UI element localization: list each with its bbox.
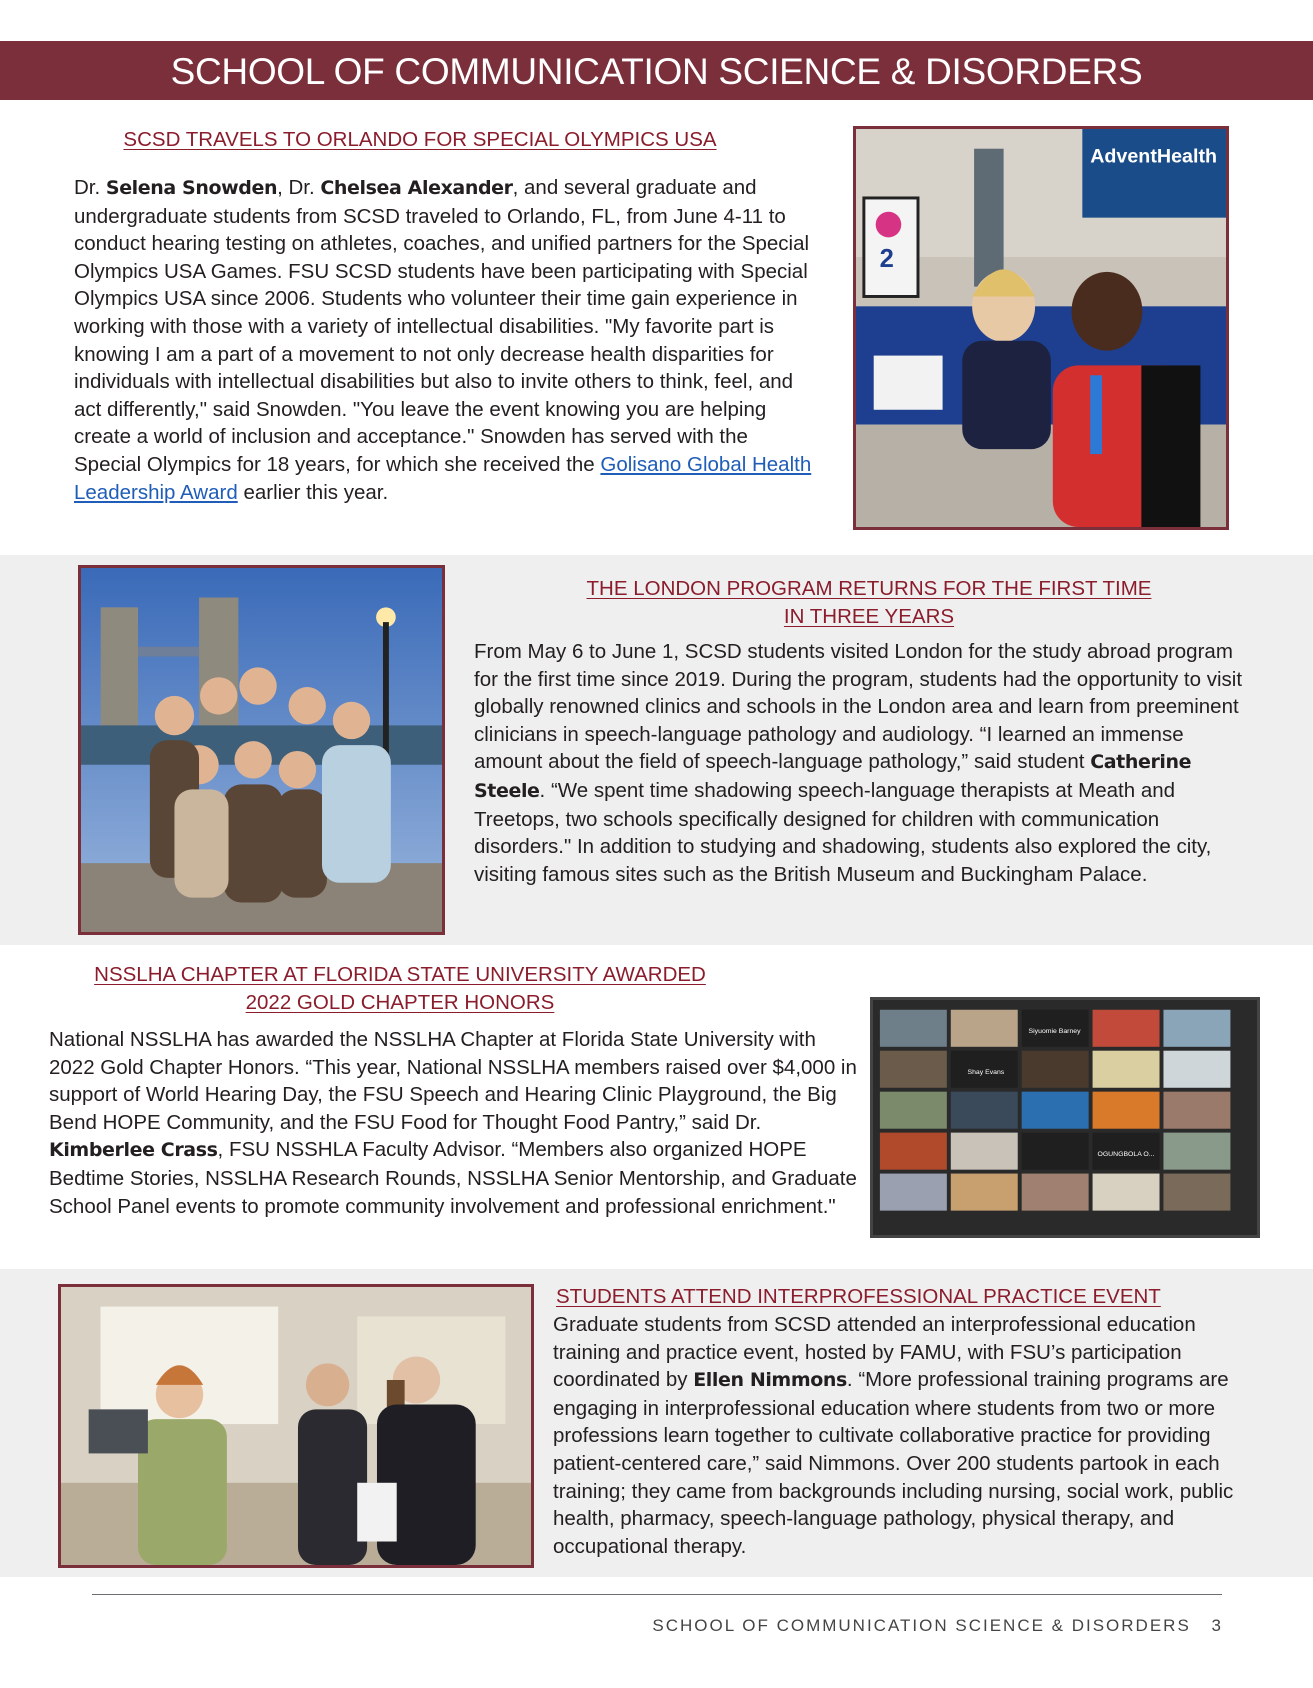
article-orlando: Dr. Selena Snowden, Dr. Chelsea Alexander, and several graduate and undergraduate students from SCSD traveled to Orlando, FL, from June 4-11 to conduct hearing testing on athletes, coaches, and unified partners for the Special Olympics USA Games. FSU SCSD students have been participating with Special Olympics USA since 2006. Students who volunteer their time gain experience in working with those with a variety of intellectual disabilities. "My favorite part is knowing I am a part of a movement to not only decrease health disparities for individuals with intellectual disabilities but also to invite others to think, feel, and act differently," said Snowden. "You leave the event knowing you are helping create a world of inclusion and acceptance." Snowden has served with the Special Olympics for 18 years, for which she received the Golisano Global Health Leadership Award earlier this year.: [74, 176, 812, 504]
name-chelsea-alexander: Chelsea Alexander: [320, 177, 513, 199]
section-heading-orlando: SCSD TRAVELS TO ORLANDO FOR SPECIAL OLYMPICS USA: [123, 128, 717, 151]
zoom-name-1: Siyuomie Barney: [1028, 1028, 1081, 1036]
article-interprofessional: Graduate students from SCSD attended an interprofessional education training and practice event, hosted by FAMU, with FSU’s participation coordinated by Ellen Nimmons. “More professional training programs are engaging in interprofessional education where students from two or more professions learn together to cultivate collaborative practice for providing patient-centered care,” said Nimmons. Over 200 students partook in each training; they came from backgrounds including nursing, social work, public health, pharmacy, speech-language pathology, physical therapy, and occupational therapy.: [553, 1313, 1234, 1558]
section-heading-nsslha-line1: NSSLHA CHAPTER AT FLORIDA STATE UNIVERSITY AWARDED: [94, 963, 706, 986]
zoom-grid-illustration: [873, 1000, 1257, 1235]
section-heading-nsslha-line2: 2022 GOLD CHAPTER HONORS: [245, 991, 555, 1014]
zoom-name-3: OGUNGBOLA O...: [1097, 1151, 1155, 1159]
name-catherine-steele: Catherine Steele: [474, 751, 1192, 802]
special-olympics-photo: [853, 126, 1229, 530]
name-kimberlee-crass: Kimberlee Crass: [49, 1139, 218, 1162]
name-selena-snowden: Selena Snowden: [105, 177, 278, 199]
london-illustration: [81, 568, 442, 932]
booth-number: 2: [879, 244, 894, 273]
section-heading-london-line2: IN THREE YEARS: [783, 605, 955, 628]
footer-text: SCHOOL OF COMMUNICATION SCIENCE & DISORDERS: [652, 1616, 1191, 1635]
page-footer: [652, 1616, 1221, 1636]
article-nsslha: National NSSLHA has awarded the NSSLHA Chapter at Florida State University with 2022 Gold Chapter Honors. “This year, National NSSLHA members raised over $4,000 in support of World Hearing Day, the FSU Speech and Hearing Clinic Playground, the Big Bend HOPE Community, and the FSU Food for Thought Food Pantry,” said Dr. Kimberlee Crass, FSU NSSHLA Faculty Advisor. “Members also organized HOPE Bedtime Stories, NSSLHA Research Rounds, NSSLHA Senior Mentorship, and Graduate School Panel events to promote community involvement and professional enrichment.": [49, 1028, 857, 1218]
interprofessional-photo: [58, 1284, 534, 1568]
golisano-award-link[interactable]: Golisano Global Health Leadership Award: [74, 452, 812, 504]
article-london: From May 6 to June 1, SCSD students visited London for the study abroad program for the first time since 2019. During the program, students had the opportunity to visit globally renowned clinics and schools in the London area and learn from preeminent clinicians in speech-language pathology and audiology. “I learned an immense amount about the field of speech-language pathology,” said student Catherine Steele. “We spent time shadowing speech-language therapists at Meath and Treetops, two schools specifically designed for children with communication disorders." In addition to studying and shadowing, students also explored the city, visiting famous sites such as the British Museum and Buckingham Palace.: [474, 640, 1243, 886]
name-ellen-nimmons: Ellen Nimmons: [693, 1369, 847, 1392]
section-heading-london-line1: THE LONDON PROGRAM RETURNS FOR THE FIRST TIME: [586, 577, 1152, 600]
sign-text: AdventHealth: [1090, 145, 1218, 168]
page-number: 3: [1211, 1616, 1221, 1635]
special-olympics-illustration: [856, 129, 1226, 527]
section-heading-interprofessional: STUDENTS ATTEND INTERPROFESSIONAL PRACTICE EVENT: [556, 1285, 1161, 1308]
zoom-name-2: Shay Evans: [967, 1069, 1005, 1077]
interprofessional-illustration: [61, 1287, 531, 1565]
footer-divider: [92, 1594, 1222, 1595]
zoom-meeting-photo: [870, 997, 1260, 1238]
london-photo: [78, 565, 445, 935]
page-title: SCHOOL OF COMMUNICATION SCIENCE & DISORDERS: [170, 51, 1143, 92]
